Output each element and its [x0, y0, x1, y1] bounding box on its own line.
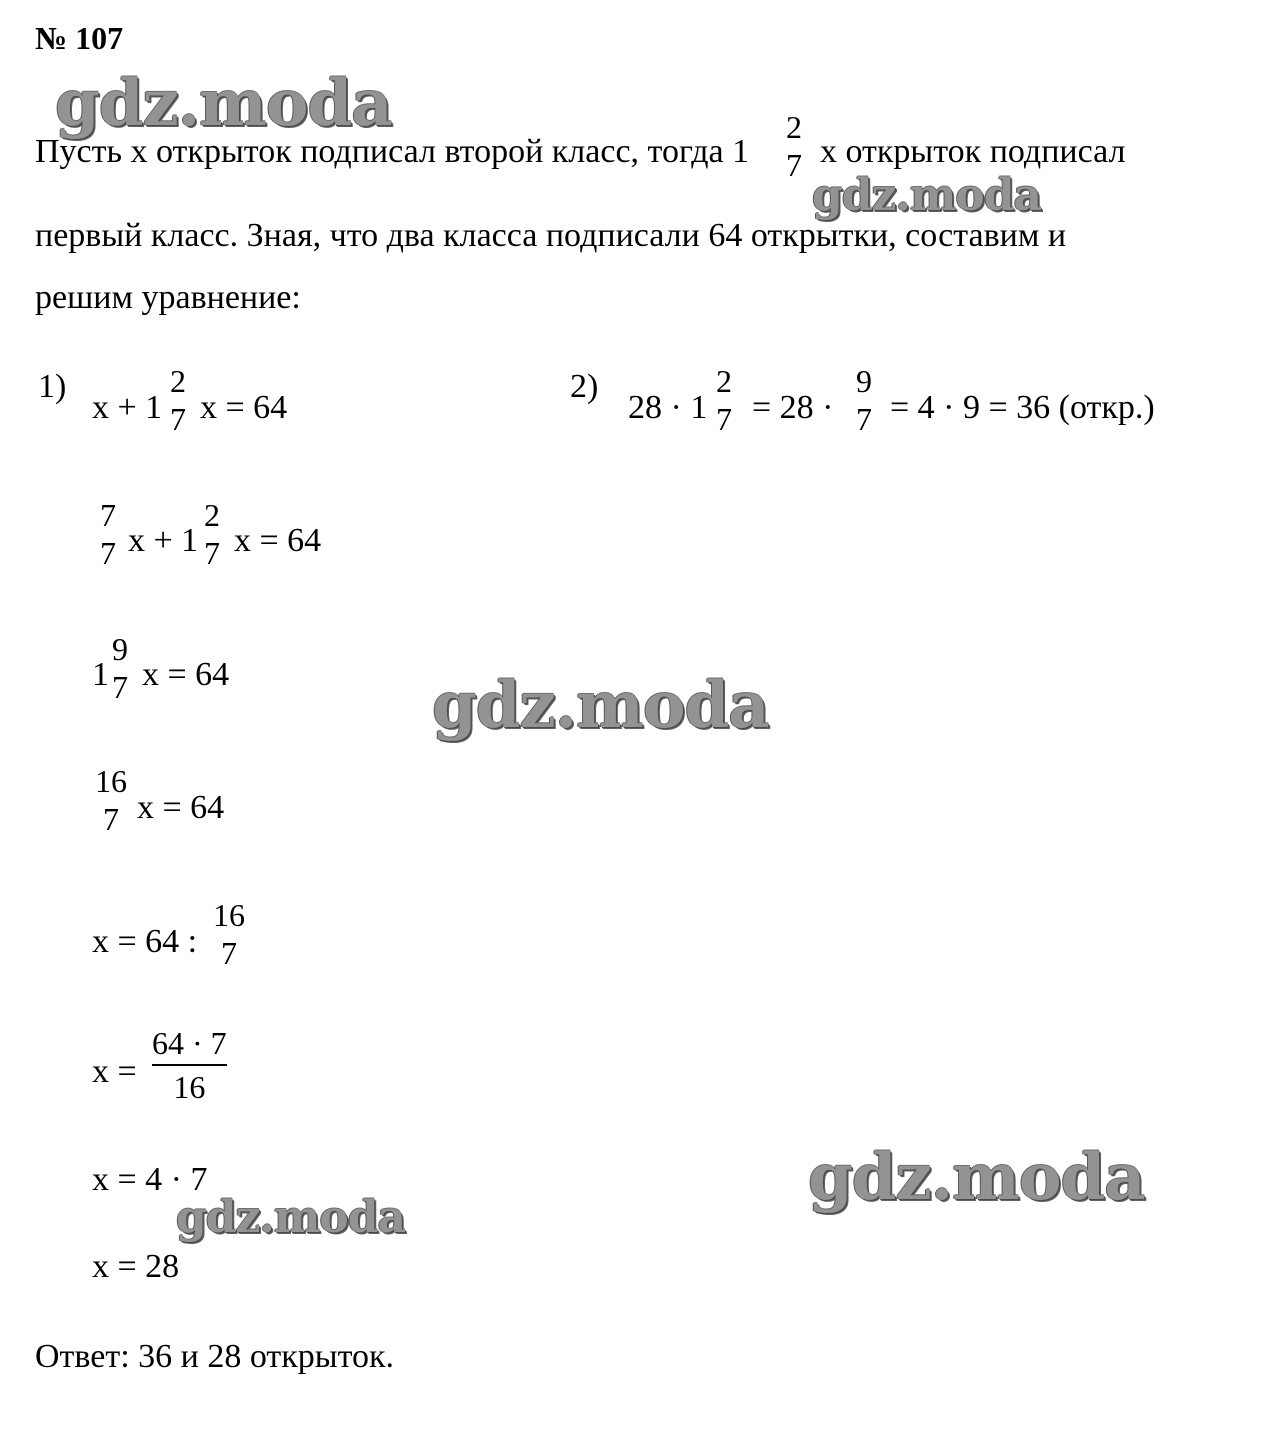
problem-number: № 107: [35, 20, 124, 56]
intro-line-3: решим уравнение:: [35, 279, 301, 316]
fraction-denominator: 7: [103, 801, 119, 837]
watermark-logo: gdz.moda: [55, 66, 392, 141]
fraction-denominator: 7: [716, 401, 732, 437]
intro-line-1-end: х открыток подписал: [820, 133, 1126, 170]
step-1-row-4-fraction: [95, 762, 127, 838]
intro-fraction-numerator: 2: [786, 109, 802, 145]
fraction-numerator: 16: [213, 897, 245, 933]
fraction-denominator: 7: [204, 535, 220, 571]
step-2-fraction-a: [716, 362, 732, 438]
step-1-row-3-fraction: [112, 630, 128, 706]
fraction-denominator: 7: [221, 935, 237, 971]
fraction-numerator: 9: [112, 631, 128, 667]
step-1-row-8: x = 28: [92, 1248, 180, 1285]
fraction-numerator: 2: [716, 363, 732, 399]
step-1-row-6-left: x =: [92, 1053, 137, 1090]
fraction-denominator: 7: [170, 401, 186, 437]
fraction-numerator: 7: [100, 497, 116, 533]
answer-line: Ответ: 36 и 28 открыток.: [35, 1338, 395, 1375]
step-2-part-b: = 28 ·: [752, 389, 834, 426]
fraction-bar: [152, 1064, 227, 1066]
watermark-logo: gdz.moda: [176, 1192, 406, 1243]
step-2-part-a: 28 · 1: [628, 389, 708, 426]
step-1-row-5-fraction: [213, 896, 245, 972]
intro-fraction: [786, 108, 802, 184]
fraction-numerator: 2: [204, 497, 220, 533]
step-1-row-1-fraction: [170, 362, 186, 438]
fraction-numerator: 64 · 7: [152, 1025, 227, 1061]
watermark-logo: gdz.moda: [432, 668, 769, 743]
step-1-label: 1): [38, 368, 67, 405]
fraction-numerator: 16: [95, 763, 127, 799]
step-1-row-3-whole: 1: [92, 656, 109, 693]
step-1-row-3-right: x = 64: [142, 656, 230, 693]
intro-line-2: первый класс. Зная, что два класса подписали 64 открытки, составим и: [35, 217, 1067, 254]
intro-fraction-denominator: 7: [786, 147, 802, 183]
watermark-logo: gdz.moda: [812, 170, 1042, 221]
intro-line-1-start: Пусть х открыток подписал второй класс, тогда 1: [35, 133, 750, 170]
fraction-numerator: 2: [170, 363, 186, 399]
step-1-row-2-fraction-b: [204, 496, 220, 572]
step-1-row-6-fraction: [152, 1024, 227, 1106]
step-2-part-c: = 4 · 9 = 36 (откр.): [890, 389, 1155, 426]
step-2-fraction-b: [856, 362, 872, 438]
watermark-logo: gdz.moda: [808, 1140, 1145, 1215]
step-1-row-1-left: x + 1: [92, 389, 163, 426]
fraction-denominator: 7: [112, 669, 128, 705]
step-1-row-1-right: x = 64: [200, 389, 288, 426]
fraction-denominator: 7: [856, 401, 872, 437]
step-2-label: 2): [570, 368, 599, 405]
step-1-row-4-right: x = 64: [137, 789, 225, 826]
step-1-row-5-left: x = 64 :: [92, 923, 198, 960]
fraction-denominator: 7: [100, 535, 116, 571]
step-1-row-7: x = 4 · 7: [92, 1161, 208, 1198]
step-1-row-2-middle: x + 1: [128, 522, 199, 559]
step-1-row-2-right: x = 64: [234, 522, 322, 559]
step-1-row-2-fraction-a: [100, 496, 116, 572]
fraction-numerator: 9: [856, 363, 872, 399]
fraction-denominator: 16: [173, 1069, 206, 1105]
